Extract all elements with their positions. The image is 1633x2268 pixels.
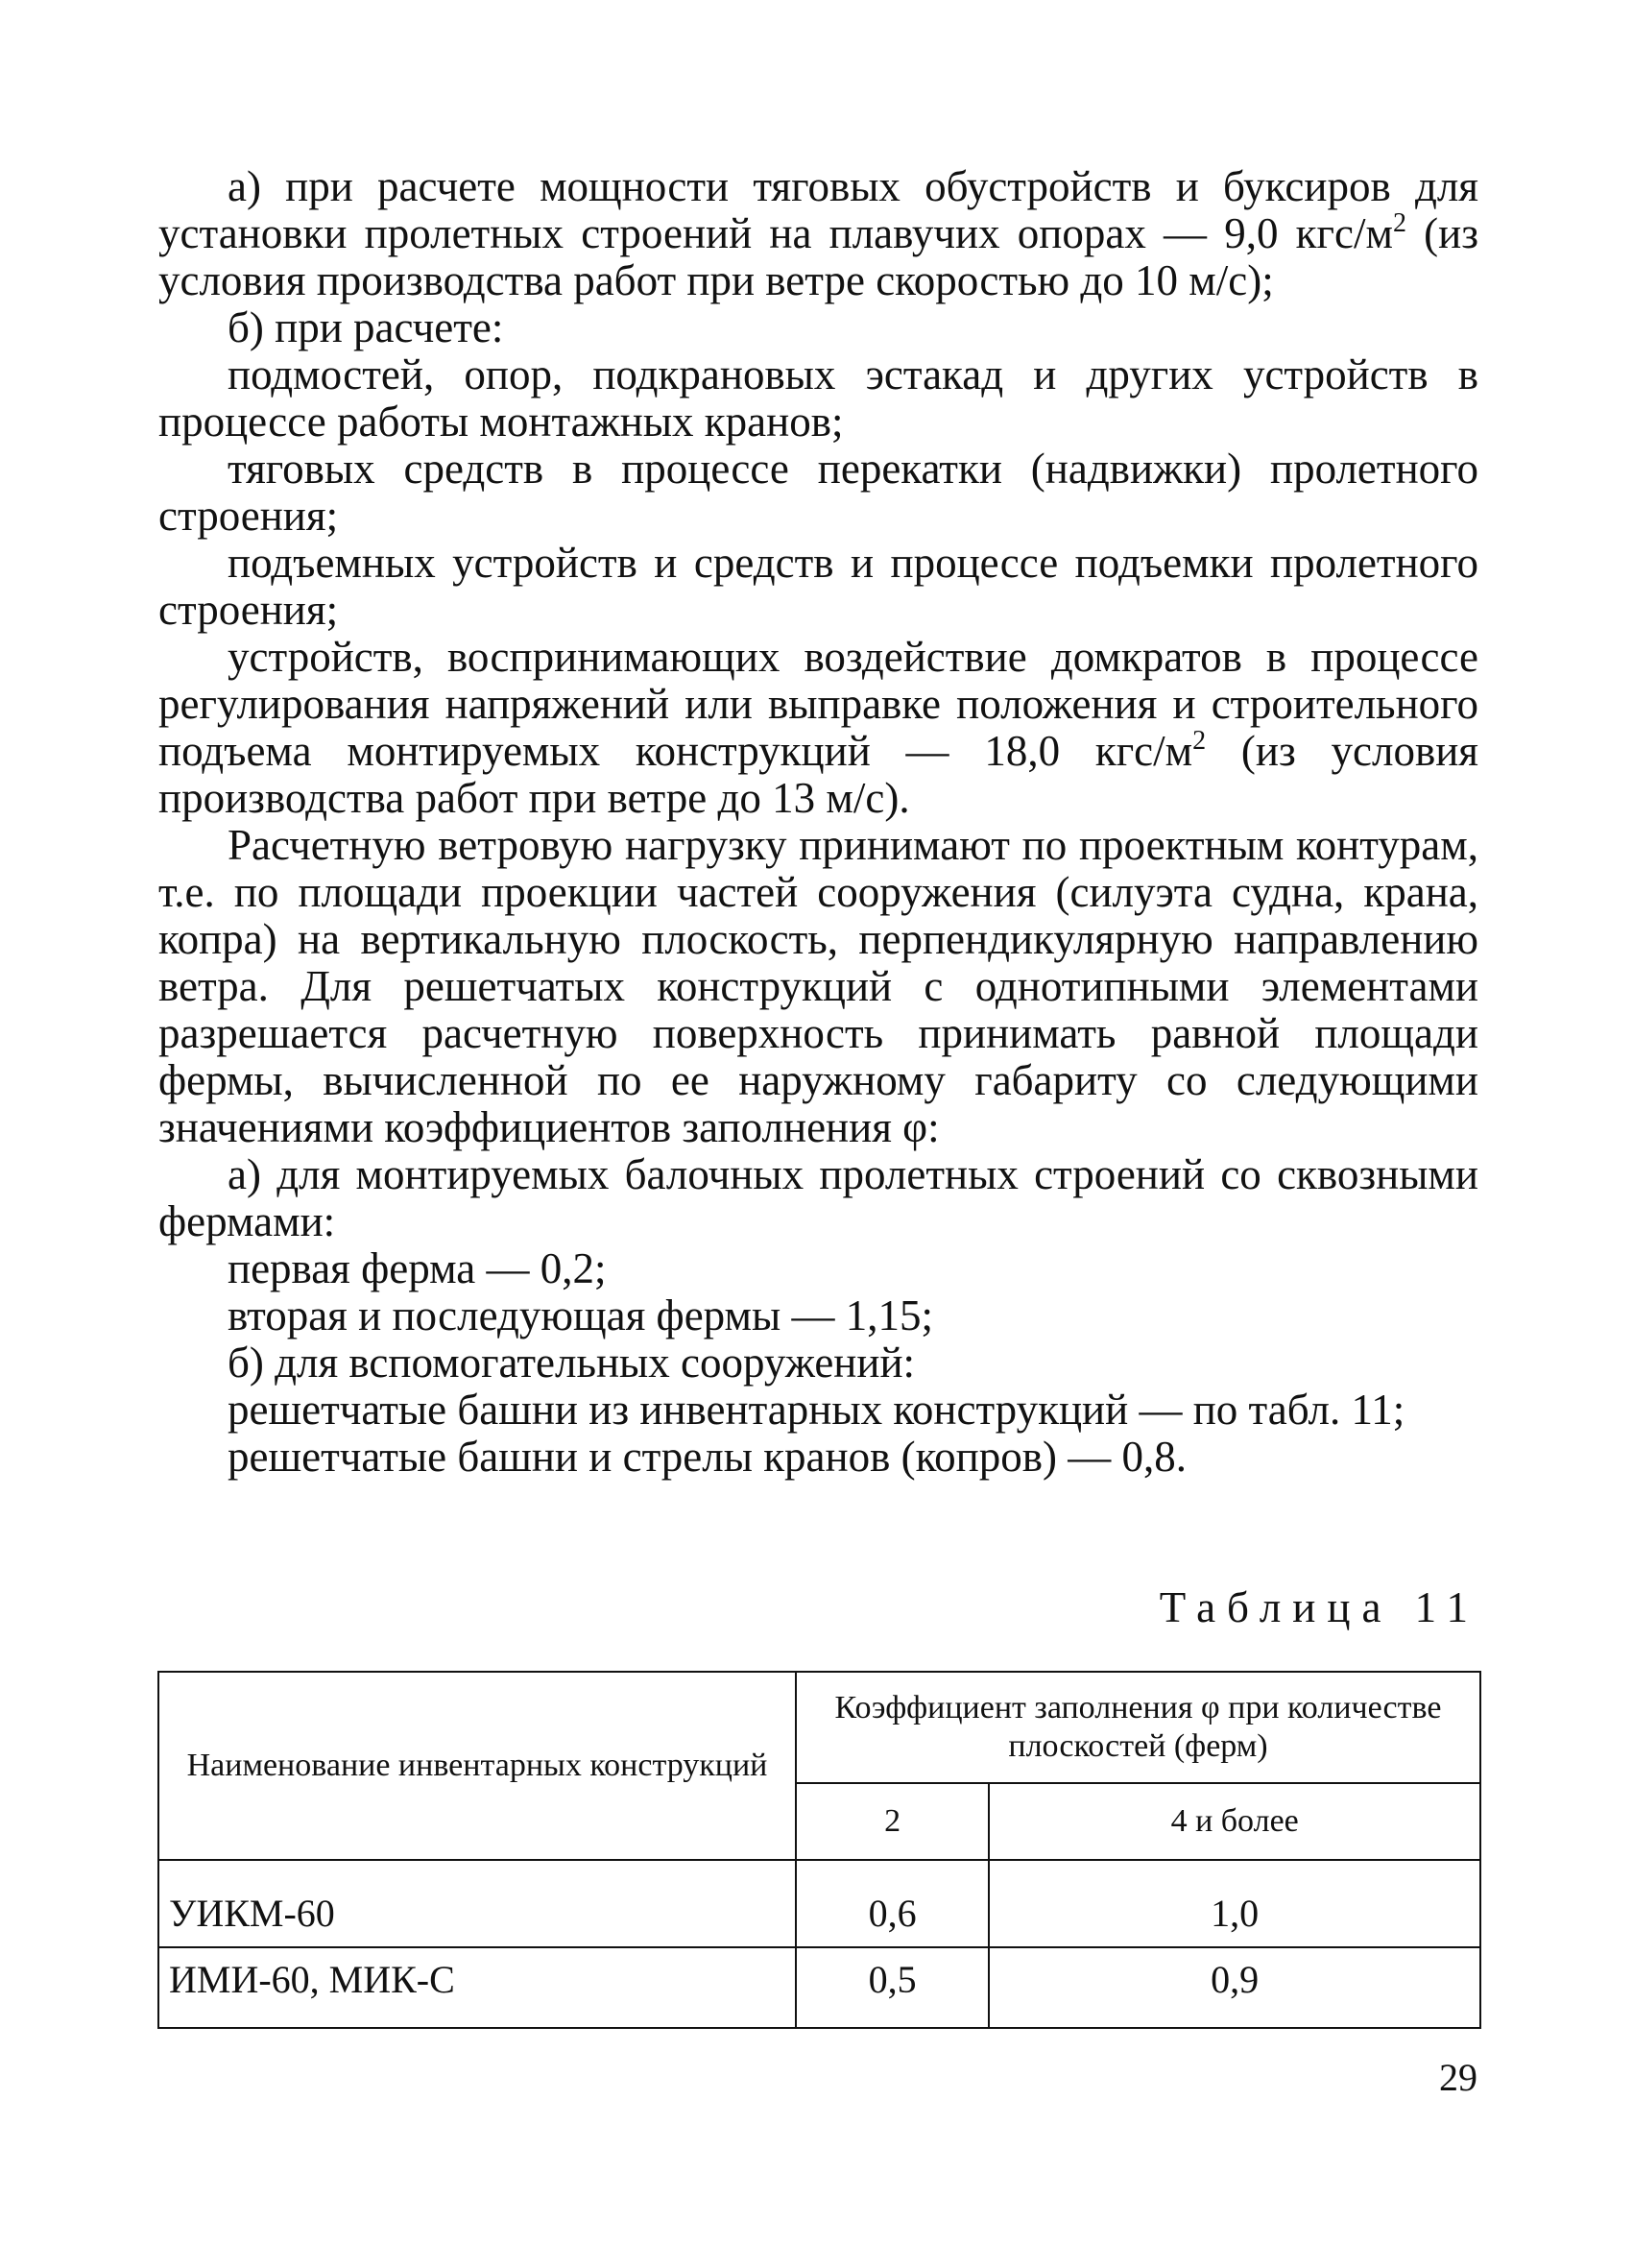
header-col-2: 2	[796, 1783, 989, 1860]
table-row	[158, 1947, 1480, 2028]
paragraph: б) при расчете:	[228, 303, 504, 351]
row-name: ИМИ-60, МИК-С	[158, 1947, 796, 2028]
paragraph: тяговых средств в процессе перекатки (надвижки) пролетного строения;	[158, 445, 1478, 540]
paragraph: Расчетную ветровую нагрузку принимают по проектным контурам, т.е. по площади проекции частей сооружения (силуэта судна, крана, копра) на вертикальную плоскость, перпендикулярную направлению ветра. Для решетчатых конструкций с однотипными элементами разрешается расчетную поверхность принимать равной площади фермы, вычисленной по ее наружному габариту со следующими значениями коэффициентов заполнения φ:	[158, 821, 1478, 1151]
row-value-4: 1,0	[989, 1860, 1480, 1947]
paragraph: решетчатые башни из инвентарных конструкций — по табл. 11;	[228, 1386, 1405, 1434]
body-text	[158, 163, 1478, 1481]
row-value-2: 0,5	[796, 1947, 989, 2028]
paragraph: устройств, воспринимающих воздействие домкратов в процессе регулирования напряжений или выправке положения и строительного подъема монтируемых конструкций — 18,0 кгс/$м^2$ (из условия производства работ при ветре до 13 м/с).	[158, 633, 1478, 822]
table-row	[158, 1860, 1480, 1947]
table-caption: Таблица 11	[1159, 1583, 1479, 1631]
row-value-2: 0,6	[796, 1860, 989, 1947]
page-number: 29	[1439, 2056, 1477, 2099]
header-col-4: 4 и более	[989, 1783, 1480, 1860]
paragraph: подъемных устройств и средств и процессе подъемки пролетного строения;	[158, 539, 1478, 634]
paragraph: а) при расчете мощности тяговых обустройств и буксиров для установки пролетных строений на плавучих опорах — 9,0 кгс/$м^2$ (из условия производства работ при ветре скоростью до 10 м/с);	[158, 162, 1479, 304]
paragraph: подмостей, опор, подкрановых эстакад и других устройств в процессе работы монтажных кранов;	[158, 350, 1478, 446]
row-name: УИКМ-60	[158, 1860, 796, 1947]
paragraph: а) для монтируемых балочных пролетных строений со сквозными фермами:	[158, 1150, 1478, 1245]
header-coefficient: Коэффициент заполнения φ при количестве плоскостей (ферм)	[796, 1672, 1480, 1783]
paragraph: первая ферма — 0,2;	[228, 1244, 607, 1292]
coefficient-table	[157, 1671, 1481, 2029]
paragraph: б) для вспомогательных сооружений:	[228, 1339, 916, 1387]
paragraph: вторая и последующая фермы — 1,15;	[228, 1291, 933, 1339]
row-value-4: 0,9	[989, 1947, 1480, 2028]
paragraph: решетчатые башни и стрелы кранов (копров) — 0,8.	[228, 1433, 1187, 1481]
header-name: Наименование инвентарных конструкций	[158, 1672, 796, 1860]
